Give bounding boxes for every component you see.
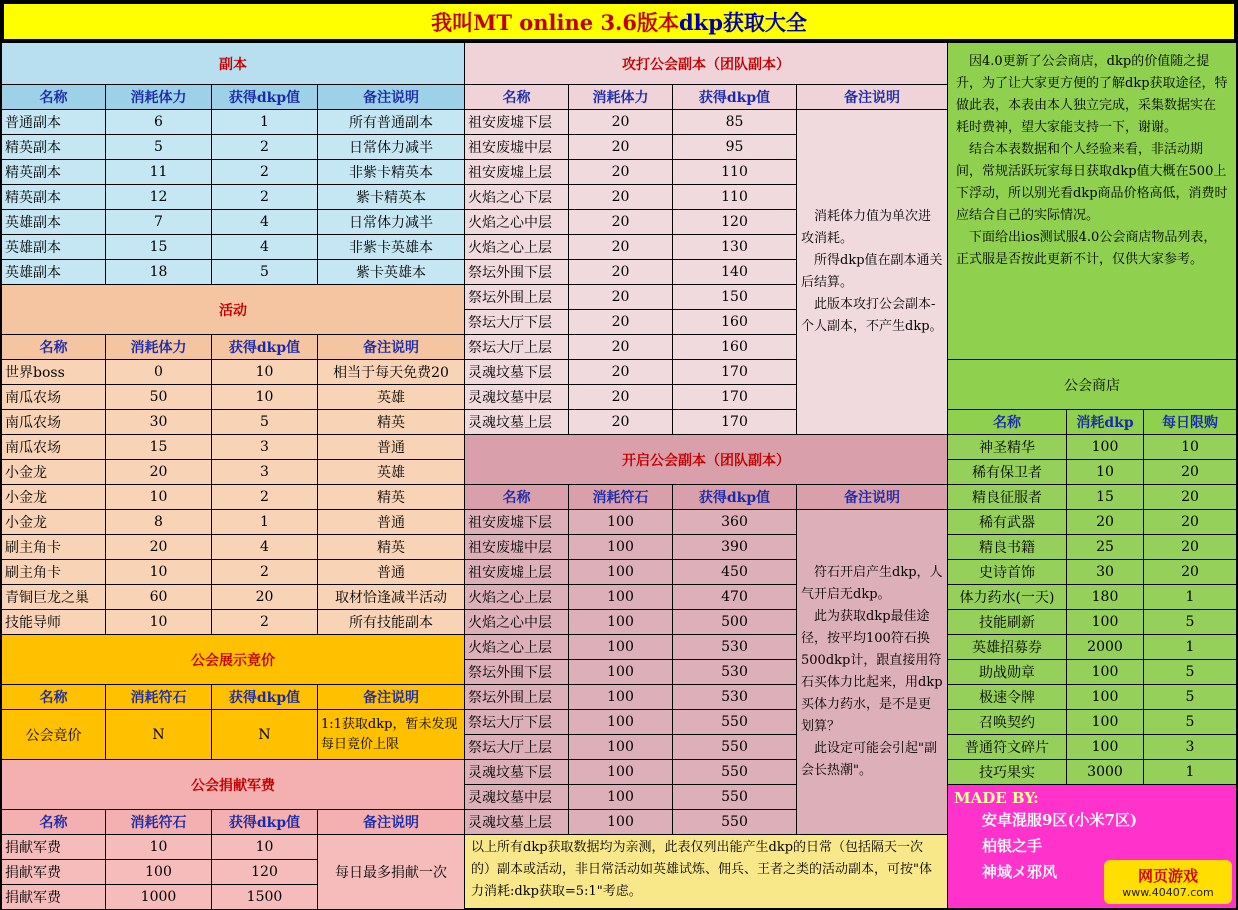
table-cell: 普通: [318, 560, 464, 584]
table-cell: 20: [569, 385, 672, 409]
table-cell: 灵魂坟墓上层: [465, 810, 568, 834]
table-cell: 470: [673, 585, 796, 609]
made-by-label: MADE BY:: [954, 789, 1039, 807]
table-cell: 2: [212, 160, 317, 184]
site-logo[interactable]: [1104, 860, 1232, 904]
table-cell: 100: [569, 760, 672, 784]
table-cell: 祭坛外围下层: [465, 660, 568, 684]
table-cell: 刷主角卡: [2, 535, 105, 559]
remark-paragraph: 此为获取dkp最佳途径，按平均100符石换500dkp计，跟直接用符石买体力比起来，用dkp买体力药水，是不是更划算？: [801, 609, 943, 734]
table-cell: 20: [569, 310, 672, 334]
column-header: 消耗体力: [106, 335, 211, 359]
column-header: 名称: [465, 85, 568, 109]
table-cell: 普通符文碎片: [948, 735, 1066, 759]
table-cell: 1:1获取dkp，暂未发现每日竟价上限: [318, 710, 464, 759]
table-cell: 英雄招募券: [948, 635, 1066, 659]
column-header: 名称: [2, 810, 105, 834]
table-cell: 10: [212, 835, 317, 859]
table-cell: 20: [569, 110, 672, 134]
table-cell: 2: [212, 185, 317, 209]
credits-panel: [948, 785, 1236, 908]
table-cell: 5: [1144, 710, 1236, 734]
table-cell: 20: [1144, 560, 1236, 584]
table-cell: 10: [1144, 435, 1236, 459]
bottom-note: 以上所有dkp获取数据均为亲测，此表仅列出能产生dkp的日常（包括隔天一次的）副本或活动，非日常活动如英雄试炼、佣兵、王者之类的活动副本，可按"体力消耗:dkp获取=5:1"考虑。: [465, 835, 947, 908]
table-cell: 2: [212, 485, 317, 509]
table-cell: 公会竟价: [2, 710, 105, 759]
table-cell: 祖安废墟下层: [465, 510, 568, 534]
remark-cell: [797, 510, 947, 834]
column-header: 名称: [465, 485, 568, 509]
table-cell: 南瓜农场: [2, 410, 105, 434]
table-cell: 精英副本: [2, 135, 105, 159]
table-cell: 4: [212, 210, 317, 234]
table-cell: 20: [106, 460, 211, 484]
table-cell: 5: [1144, 685, 1236, 709]
table-cell: 7: [106, 210, 211, 234]
table-cell: 1000: [106, 885, 211, 909]
table-cell: N: [106, 710, 211, 759]
table-cell: 2: [212, 135, 317, 159]
table-cell: 3: [212, 460, 317, 484]
table-cell: 史诗首饰: [948, 560, 1066, 584]
table-cell: 非紫卡精英本: [318, 160, 464, 184]
fuben-table: [2, 85, 464, 284]
table-cell: 南瓜农场: [2, 435, 105, 459]
title-prefix: 我叫MT online 3.6版本: [431, 9, 679, 35]
column-header: 名称: [948, 410, 1066, 434]
column-header: 获得dkp值: [212, 85, 317, 109]
huodong-table: [2, 335, 464, 634]
middle-column: [465, 43, 947, 908]
table-cell: 170: [673, 360, 796, 384]
table-cell: 5: [1144, 660, 1236, 684]
table-cell: 10: [212, 360, 317, 384]
table-cell: 祭坛外围下层: [465, 260, 568, 284]
intro-paragraph: 因4.0更新了公会商店，dkp的价值随之提升，为了让大家更方便的了解dkp获取途径，特做此表，本表由本人独立完成，采集数据实在耗时费神，望大家能支持一下，谢谢。: [956, 54, 1228, 135]
table-cell: 20: [569, 260, 672, 284]
shop-table: [948, 410, 1236, 784]
credit-line: 柏银之手: [982, 837, 1043, 855]
intro-text: [948, 43, 1236, 359]
table-cell: 相当于每天免费20: [318, 360, 464, 384]
right-column: [948, 43, 1236, 908]
table-cell: 技能刷新: [948, 610, 1066, 634]
table-cell: 20: [106, 535, 211, 559]
column-header: 消耗体力: [569, 85, 672, 109]
table-cell: 11: [106, 160, 211, 184]
column-header: 消耗dkp: [1067, 410, 1143, 434]
table-cell: 所有技能副本: [318, 610, 464, 634]
table-cell: 所有普通副本: [318, 110, 464, 134]
table-cell: 火焰之心上层: [465, 235, 568, 259]
table-cell: 15: [106, 235, 211, 259]
table-cell: 550: [673, 760, 796, 784]
table-cell: 20: [1144, 510, 1236, 534]
table-cell: 小金龙: [2, 485, 105, 509]
table-cell: 5: [212, 260, 317, 284]
table-cell: 祖安废墟上层: [465, 560, 568, 584]
table-cell: 100: [569, 585, 672, 609]
table-cell: 160: [673, 335, 796, 359]
remark-paragraph: 消耗体力值为单次进攻消耗。: [801, 209, 932, 246]
table-cell: 普通: [318, 435, 464, 459]
table-cell: 390: [673, 535, 796, 559]
table-cell: 100: [106, 860, 211, 884]
table-cell: 20: [569, 185, 672, 209]
table-cell: 火焰之心中层: [465, 210, 568, 234]
title-highlight: dkp获取大全: [678, 9, 807, 35]
table-cell: 5: [106, 135, 211, 159]
remark-paragraph: 符石开启产生dkp，人气开启无dkp。: [801, 565, 943, 602]
table-cell: 稀有武器: [948, 510, 1066, 534]
table-cell: 360: [673, 510, 796, 534]
shop-title: 公会商店: [948, 360, 1236, 409]
table-cell: 6: [106, 110, 211, 134]
column-header: 消耗符石: [106, 685, 211, 709]
table-cell: 祖安废墟中层: [465, 535, 568, 559]
column-header: 备注说明: [318, 685, 464, 709]
jingjia-table: [2, 685, 464, 759]
table-cell: 530: [673, 635, 796, 659]
table-cell: 英雄副本: [2, 260, 105, 284]
column-header: 名称: [2, 85, 105, 109]
table-cell: 非紫卡英雄本: [318, 235, 464, 259]
table-cell: 英雄: [318, 460, 464, 484]
column-header: 消耗体力: [106, 85, 211, 109]
column-header: 消耗符石: [106, 810, 211, 834]
table-cell: 日常体力减半: [318, 210, 464, 234]
table-cell: 20: [569, 210, 672, 234]
table-cell: 450: [673, 560, 796, 584]
credit-line: 神域メ邪风: [982, 863, 1058, 881]
table-cell: 祭坛大厅下层: [465, 710, 568, 734]
table-cell: 25: [1067, 535, 1143, 559]
table-cell: 精良书籍: [948, 535, 1066, 559]
table-cell: 0: [106, 360, 211, 384]
table-cell: 1500: [212, 885, 317, 909]
table-cell: 130: [673, 235, 796, 259]
table-cell: 550: [673, 735, 796, 759]
table-cell: 100: [569, 710, 672, 734]
table-cell: 20: [1144, 485, 1236, 509]
table-cell: 祭坛大厅下层: [465, 310, 568, 334]
table-cell: 160: [673, 310, 796, 334]
table-cell: 20: [569, 410, 672, 434]
table-cell: 祖安废墟下层: [465, 110, 568, 134]
table-cell: 技能导师: [2, 610, 105, 634]
table-cell: 火焰之心下层: [465, 185, 568, 209]
table-cell: N: [212, 710, 317, 759]
table-cell: 祭坛大厅上层: [465, 335, 568, 359]
table-cell: 120: [673, 210, 796, 234]
logo-text: 网页游戏: [1137, 867, 1198, 885]
remark-cell: [797, 110, 947, 434]
table-cell: 1: [1144, 585, 1236, 609]
table-cell: 祭坛外围上层: [465, 285, 568, 309]
table-cell: 20: [569, 360, 672, 384]
table-cell: 普通: [318, 510, 464, 534]
column-header: 备注说明: [318, 335, 464, 359]
table-cell: 助战勋章: [948, 660, 1066, 684]
table-cell: 紫卡精英本: [318, 185, 464, 209]
table-cell: 3: [1144, 735, 1236, 759]
table-cell: 20: [1067, 510, 1143, 534]
table-cell: 召唤契约: [948, 710, 1066, 734]
table-cell: 精英: [318, 485, 464, 509]
juanxian-table: [2, 810, 464, 909]
table-cell: 5: [212, 410, 317, 434]
remark-paragraph: 此设定可能会引起"副会长热潮"。: [801, 741, 937, 778]
table-cell: 20: [212, 585, 317, 609]
table-cell: 小金龙: [2, 460, 105, 484]
table-cell: 南瓜农场: [2, 385, 105, 409]
table-cell: 100: [569, 535, 672, 559]
table-cell: 120: [212, 860, 317, 884]
table-cell: 3: [212, 435, 317, 459]
table-cell: 150: [673, 285, 796, 309]
table-cell: 20: [569, 135, 672, 159]
table-cell: 精英: [318, 535, 464, 559]
table-cell: 4: [212, 235, 317, 259]
table-cell: 火焰之心中层: [465, 610, 568, 634]
column-header: 获得dkp值: [673, 85, 796, 109]
left-column: [2, 43, 464, 908]
table-cell: 100: [569, 660, 672, 684]
table-cell: 10: [106, 835, 211, 859]
table-cell: 180: [1067, 585, 1143, 609]
table-cell: 火焰之心上层: [465, 585, 568, 609]
fuben-section-title: 副本: [2, 43, 464, 84]
remark-cell: 每日最多捐献一次: [318, 835, 464, 909]
table-cell: 100: [569, 685, 672, 709]
column-header: 获得dkp值: [212, 810, 317, 834]
column-header: 获得dkp值: [212, 685, 317, 709]
table-cell: 170: [673, 410, 796, 434]
table-cell: 95: [673, 135, 796, 159]
table-cell: 灵魂坟墓下层: [465, 760, 568, 784]
table-cell: 20: [569, 335, 672, 359]
table-cell: 110: [673, 185, 796, 209]
table-cell: 100: [569, 810, 672, 834]
table-cell: 小金龙: [2, 510, 105, 534]
table-cell: 10: [212, 385, 317, 409]
table-cell: 100: [569, 635, 672, 659]
table-cell: 捐献军费: [2, 885, 105, 909]
table-cell: 2000: [1067, 635, 1143, 659]
table-cell: 青铜巨龙之巢: [2, 585, 105, 609]
column-header: 获得dkp值: [673, 485, 796, 509]
table-cell: 精英副本: [2, 160, 105, 184]
table-cell: 灵魂坟墓上层: [465, 410, 568, 434]
table-cell: 530: [673, 660, 796, 684]
table-cell: 精良征服者: [948, 485, 1066, 509]
remark-paragraph: 此版本攻打公会副本-个人副本，不产生dkp。: [801, 297, 943, 334]
page-title: [2, 2, 1236, 41]
table-cell: 140: [673, 260, 796, 284]
table-cell: 30: [106, 410, 211, 434]
column-header: 备注说明: [318, 810, 464, 834]
gongda-section-title: 攻打公会副本（团队副本）: [465, 43, 947, 84]
table-cell: 10: [1067, 460, 1143, 484]
credit-line: 安卓混服9区(小米7区): [982, 811, 1138, 829]
table-cell: 20: [569, 235, 672, 259]
table-cell: 1: [1144, 635, 1236, 659]
jingjia-section-title: 公会展示竟价: [2, 635, 464, 684]
table-cell: 170: [673, 385, 796, 409]
table-cell: 100: [1067, 610, 1143, 634]
column-header: 名称: [2, 335, 105, 359]
table-cell: 50: [106, 385, 211, 409]
table-cell: 灵魂坟墓下层: [465, 360, 568, 384]
table-cell: 500: [673, 610, 796, 634]
table-cell: 精英副本: [2, 185, 105, 209]
logo-url: www.40407.com: [1122, 886, 1214, 899]
table-cell: 捐献军费: [2, 860, 105, 884]
table-cell: 100: [1067, 435, 1143, 459]
gongda-table: [465, 85, 947, 434]
table-cell: 灵魂坟墓中层: [465, 385, 568, 409]
table-cell: 极速令牌: [948, 685, 1066, 709]
table-cell: 550: [673, 785, 796, 809]
table-cell: 10: [106, 485, 211, 509]
table-cell: 85: [673, 110, 796, 134]
table-cell: 火焰之心上层: [465, 635, 568, 659]
table-cell: 550: [673, 810, 796, 834]
table-cell: 2: [212, 610, 317, 634]
table-cell: 神圣精华: [948, 435, 1066, 459]
table-cell: 取材恰逢减半活动: [318, 585, 464, 609]
table-cell: 祭坛大厅上层: [465, 735, 568, 759]
table-cell: 20: [569, 160, 672, 184]
column-header: 名称: [2, 685, 105, 709]
table-cell: 15: [106, 435, 211, 459]
kaiqi-section-title: 开启公会副本（团队副本）: [465, 435, 947, 484]
table-cell: 100: [1067, 660, 1143, 684]
kaiqi-table: [465, 485, 947, 834]
table-cell: 2: [212, 560, 317, 584]
table-cell: 1: [212, 110, 317, 134]
table-cell: 110: [673, 160, 796, 184]
column-header: 每日限购: [1144, 410, 1236, 434]
table-cell: 1: [1144, 760, 1236, 784]
table-cell: 3000: [1067, 760, 1143, 784]
table-cell: 体力药水(一天): [948, 585, 1066, 609]
table-cell: 灵魂坟墓中层: [465, 785, 568, 809]
table-cell: 8: [106, 510, 211, 534]
column-header: 获得dkp值: [212, 335, 317, 359]
juanxian-section-title: 公会捐献军费: [2, 760, 464, 809]
remark-paragraph: 所得dkp值在副本通关后结算。: [801, 253, 943, 290]
table-cell: 30: [1067, 560, 1143, 584]
table-cell: 刷主角卡: [2, 560, 105, 584]
table-cell: 100: [569, 510, 672, 534]
table-cell: 60: [106, 585, 211, 609]
table-cell: 英雄: [318, 385, 464, 409]
table-cell: 550: [673, 710, 796, 734]
intro-paragraph: 结合本表数据和个人经验来看，非活动期间，常规活跃玩家每日获取dkp值大概在500上下浮动，所以别光看dkp商品价格高低，消费时应结合自己的实际情况。: [956, 142, 1228, 223]
table-cell: 15: [1067, 485, 1143, 509]
huodong-section-title: 活动: [2, 285, 464, 334]
table-cell: 12: [106, 185, 211, 209]
table-cell: 稀有保卫者: [948, 460, 1066, 484]
table-cell: 100: [1067, 710, 1143, 734]
table-cell: 5: [1144, 610, 1236, 634]
column-header: 备注说明: [797, 485, 947, 509]
table-cell: 1: [212, 510, 317, 534]
table-cell: 4: [212, 535, 317, 559]
table-cell: 祖安废墟上层: [465, 160, 568, 184]
table-cell: 100: [569, 735, 672, 759]
table-cell: 100: [1067, 735, 1143, 759]
column-header: 消耗符石: [569, 485, 672, 509]
table-cell: 英雄副本: [2, 210, 105, 234]
table-cell: 祭坛外围上层: [465, 685, 568, 709]
table-cell: 捐献军费: [2, 835, 105, 859]
table-cell: 精英: [318, 410, 464, 434]
table-cell: 20: [1144, 460, 1236, 484]
table-cell: 18: [106, 260, 211, 284]
table-cell: 祖安废墟中层: [465, 135, 568, 159]
table-cell: 100: [569, 785, 672, 809]
column-header: 备注说明: [318, 85, 464, 109]
table-cell: 20: [569, 285, 672, 309]
table-cell: 普通副本: [2, 110, 105, 134]
table-cell: 紫卡英雄本: [318, 260, 464, 284]
table-cell: 10: [106, 560, 211, 584]
table-cell: 技巧果实: [948, 760, 1066, 784]
table-cell: 100: [569, 560, 672, 584]
table-cell: 世界boss: [2, 360, 105, 384]
intro-paragraph: 下面给出ios测试服4.0公会商店物品列表，正式服是否按此更新不计，仅供大家参考。: [956, 230, 1217, 267]
table-cell: 530: [673, 685, 796, 709]
table-cell: 20: [1144, 535, 1236, 559]
table-cell: 10: [106, 610, 211, 634]
table-cell: 100: [1067, 685, 1143, 709]
table-cell: 100: [569, 610, 672, 634]
table-cell: 日常体力减半: [318, 135, 464, 159]
table-cell: 英雄副本: [2, 235, 105, 259]
column-header: 备注说明: [797, 85, 947, 109]
